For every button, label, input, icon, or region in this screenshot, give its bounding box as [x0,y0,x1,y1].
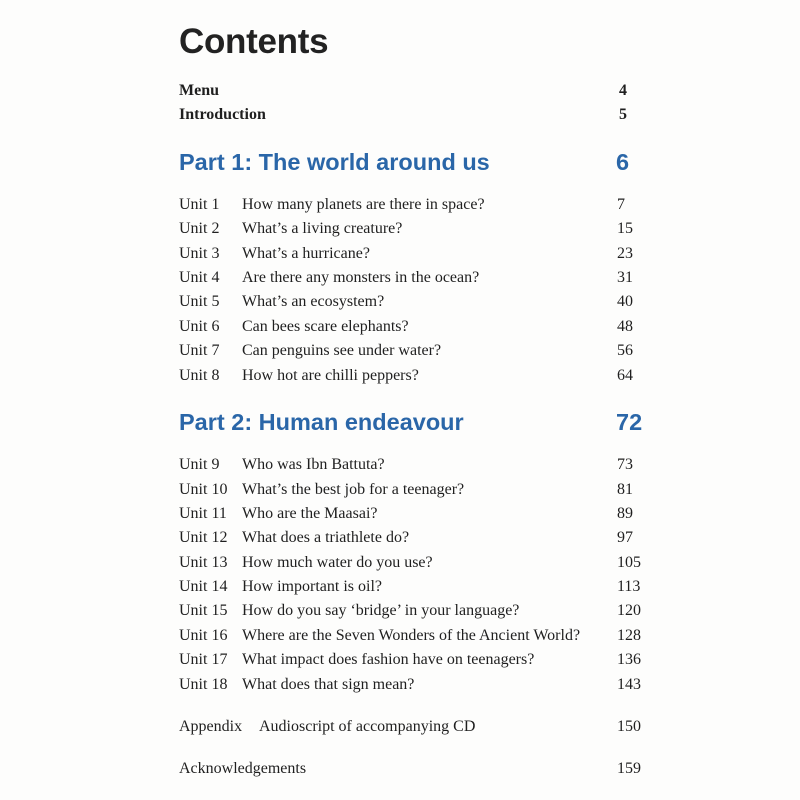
unit-label: Unit 2 [179,220,220,237]
unit-page: 89 [617,505,633,522]
unit-label: Unit 17 [179,651,228,668]
part-page: 6 [616,149,630,175]
unit-question: What’s a hurricane? [242,245,370,262]
acknowledgements-label: Acknowledgements [179,760,307,777]
front-matter-label: Menu [179,82,219,99]
unit-page: 81 [617,481,633,498]
unit-label: Unit 10 [179,481,228,498]
unit-label: Unit 4 [179,269,220,286]
unit-page: 31 [617,269,633,286]
unit-question: How hot are chilli peppers? [242,367,419,384]
front-matter-page: 4 [619,82,627,99]
part-heading: Part 1: The world around us [179,149,490,175]
unit-label: Unit 5 [179,293,220,310]
unit-label: Unit 16 [179,627,228,644]
unit-page: 143 [617,676,641,693]
unit-question: Who are the Maasai? [242,505,378,522]
unit-page: 23 [617,245,633,262]
page-title: Contents [179,22,329,61]
unit-page: 15 [617,220,633,237]
unit-page: 120 [617,602,641,619]
unit-question: Can bees scare elephants? [242,318,409,335]
unit-page: 128 [617,627,641,644]
unit-label: Unit 6 [179,318,220,335]
unit-question: Where are the Seven Wonders of the Ancient World? [242,627,581,644]
unit-page: 105 [617,554,641,571]
front-matter-page: 5 [619,106,627,123]
unit-page: 56 [617,342,633,359]
unit-question: What does that sign mean? [242,676,415,693]
unit-question: Are there any monsters in the ocean? [242,269,480,286]
appendix-text: Audioscript of accompanying CD [259,718,476,735]
unit-page: 7 [617,196,625,213]
part-page: 72 [616,409,643,435]
unit-page: 64 [617,367,633,384]
unit-question: How much water do you use? [242,554,433,571]
unit-page: 97 [617,529,633,546]
unit-label: Unit 7 [179,342,220,359]
unit-question: Can penguins see under water? [242,342,442,359]
unit-question: How many planets are there in space? [242,196,485,213]
unit-label: Unit 18 [179,676,228,693]
unit-label: Unit 8 [179,367,220,384]
unit-label: Unit 3 [179,245,220,262]
unit-label: Unit 1 [179,196,220,213]
unit-question: Who was Ibn Battuta? [242,456,385,473]
part-heading: Part 2: Human endeavour [179,409,464,435]
unit-label: Unit 12 [179,529,228,546]
appendix-label: Appendix [179,718,243,735]
unit-page: 136 [617,651,641,668]
unit-question: What’s an ecosystem? [242,293,385,310]
unit-label: Unit 14 [179,578,228,595]
unit-question: What impact does fashion have on teenagers? [242,651,535,668]
unit-label: Unit 13 [179,554,228,571]
front-matter-label: Introduction [179,106,266,123]
unit-question: How important is oil? [242,578,382,595]
unit-page: 73 [617,456,633,473]
unit-page: 113 [617,578,641,595]
unit-question: What does a triathlete do? [242,529,410,546]
unit-page: 40 [617,293,633,310]
appendix-page: 150 [617,718,641,735]
unit-label: Unit 15 [179,602,228,619]
unit-question: What’s the best job for a teenager? [242,481,465,498]
unit-page: 48 [617,318,633,335]
unit-question: How do you say ‘bridge’ in your language? [242,602,520,619]
unit-question: What’s a living creature? [242,220,403,237]
unit-label: Unit 11 [179,505,227,522]
unit-label: Unit 9 [179,456,220,473]
acknowledgements-page: 159 [617,760,641,777]
